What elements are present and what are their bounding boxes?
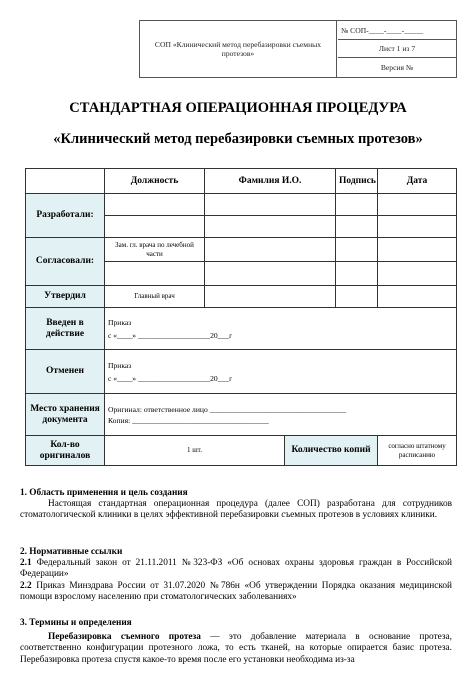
header-version: Версия № [380, 63, 414, 72]
section-3 [20, 618, 452, 666]
storage-label: Место хранения документа [26, 394, 105, 436]
agreed-position: Зам. гл. врача по лечебной части [105, 238, 205, 262]
cancelled-order-line: с «____» ___________________20___г [108, 373, 233, 383]
column-header-date: Дата [378, 169, 457, 194]
cancelled-order [105, 350, 457, 394]
agreed-label: Согласовали: [26, 238, 105, 286]
section-1 [20, 488, 452, 522]
section-3-definition: Перебазировка съемного протеза — это добавление материала в основание протеза, соответственно конфигурации протезного ложа, то есть тканей, на которые опирается базис протеза. Перебазировка протеза спустя какое-то время после его установки необходима из-за [20, 632, 452, 665]
column-header-position: Должность [105, 169, 205, 194]
table-row [26, 286, 457, 308]
table-row [26, 238, 457, 262]
originals-count: 1 шт. [105, 436, 285, 466]
introduced-order-label: Приказ [108, 317, 132, 327]
table-row [26, 194, 457, 216]
section-2-heading: 2. Нормативные ссылки [20, 547, 123, 557]
page-title: СТАНДАРТНАЯ ОПЕРАЦИОННАЯ ПРОЦЕДУРА [69, 100, 407, 116]
section-3-heading: 3. Термины и определения [20, 618, 132, 628]
approved-position: Главный врач [105, 286, 205, 308]
table-row [26, 350, 457, 394]
section-2-ref-1: 2.1 Федеральный закон от 21.11.2011 №323-ФЗ «Об основах охраны здоровья граждан в Российской Федерации» [20, 558, 452, 580]
column-header-name: Фамилия И.О. [205, 169, 336, 194]
cancelled-order-label: Приказ [108, 360, 132, 370]
storage-info [105, 394, 457, 436]
header-sheet: Лист 1 из 7 [338, 40, 456, 58]
cancelled-label: Отменен [26, 350, 105, 394]
table-row [26, 308, 457, 350]
column-header-signature: Подпись [336, 169, 378, 194]
copies-count: согласно штатному расписанию [378, 436, 457, 466]
section-2-ref-2: 2.2 Приказ Минздрава России от 31.07.2020 №786н «Об утверждении Порядка оказания медицинской помощи взрослому населению при стоматологических заболеваниях» [20, 580, 452, 602]
header-sop-number: № СОП-____-____-_____ [338, 21, 456, 40]
page-subtitle: «Клинический метод перебазировки съемных протезов» [53, 131, 423, 147]
table-row [26, 394, 457, 436]
originals-count-label: Кол-во оригиналов [26, 436, 105, 466]
approved-label: Утвердил [26, 286, 105, 308]
section-2 [20, 547, 452, 603]
copies-count-label: Количество копий [285, 436, 378, 466]
introduced-label: Введен в действие [26, 308, 105, 350]
storage-copy: Копия: ____________________________________ [108, 415, 269, 425]
developed-label: Разработали: [26, 194, 105, 238]
introduced-order [105, 308, 457, 350]
table-header-row [26, 169, 457, 194]
header-doc-title: СОП «Клинический метод перебазировки съемных протезов» [140, 21, 337, 77]
section-1-text: Настоящая стандартная операционная процедура (далее СОП) разработана для сотрудников стоматологической клиники в целях эффективной перебазировки съемных протезов в условиях клиники. [20, 499, 452, 521]
document-header [139, 20, 457, 78]
term: Перебазировка съемного протеза [48, 632, 201, 643]
storage-original: Оригинал: ответственное лицо ____________________________________ [108, 404, 347, 414]
approval-table [25, 168, 457, 466]
section-1-heading: 1. Область применения и цель создания [20, 488, 188, 498]
table-row [26, 436, 457, 466]
introduced-order-line: с «____» ___________________20___г [108, 330, 233, 340]
